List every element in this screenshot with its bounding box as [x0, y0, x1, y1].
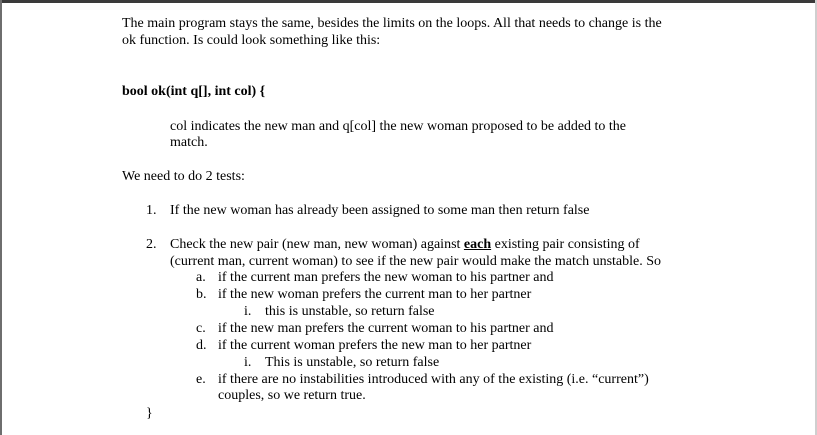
- sub-a-marker: a.: [196, 270, 206, 285]
- test-2-text-after: existing pair consisting of: [491, 237, 640, 252]
- sub-c-text: if the new man prefers the current woman to his partner and: [218, 321, 554, 336]
- sub-b-marker: b.: [196, 287, 207, 302]
- test-2-text-before: Check the new pair (new man, new woman) against: [170, 237, 464, 252]
- intro-line-1: The main program stays the same, besides the limits on the loops. All that needs to change is the: [122, 16, 662, 31]
- intro-line-2: ok function. Is could look something like this:: [122, 33, 381, 48]
- sub-d-marker: d.: [196, 338, 207, 353]
- test-1-marker: 1.: [146, 203, 157, 218]
- tests-intro: We need to do 2 tests:: [122, 169, 245, 184]
- test-2-line-1: [170, 236, 640, 253]
- test-2-emphasis: each: [463, 237, 492, 252]
- sub-e-text: if there are no instabilities introduced with any of the existing (i.e. “current”): [218, 372, 649, 387]
- sub-b-i-text: this is unstable, so return false: [265, 304, 435, 319]
- sub-b-text: if the new woman prefers the current man to her partner: [218, 287, 532, 302]
- test-2-marker: 2.: [146, 237, 157, 252]
- page-top-border: [0, 0, 817, 3]
- sub-e-marker: e.: [196, 372, 206, 387]
- sub-c-marker: c.: [196, 321, 206, 336]
- closing-brace: }: [146, 406, 153, 421]
- sub-b-i-marker: i.: [244, 304, 252, 319]
- page-left-border: [0, 0, 2, 435]
- test-1-text: If the new woman has already been assigned to some man then return false: [170, 203, 590, 218]
- description-line-2: match.: [170, 135, 208, 150]
- sub-d-i-text: This is unstable, so return false: [265, 355, 440, 370]
- sub-e-continuation: couples, so we return true.: [218, 388, 366, 403]
- sub-d-i-marker: i.: [244, 355, 252, 370]
- sub-a-text: if the current man prefers the new woman to his partner and: [218, 270, 554, 285]
- sub-d-text: if the current woman prefers the new man to her partner: [218, 338, 532, 353]
- test-2-line-2: (current man, current woman) to see if the new pair would make the match unstable. So: [170, 254, 662, 269]
- description-line-1: col indicates the new man and q[col] the new woman proposed to be added to the: [170, 119, 627, 134]
- function-signature: bool ok(int q[], int col) {: [122, 84, 266, 99]
